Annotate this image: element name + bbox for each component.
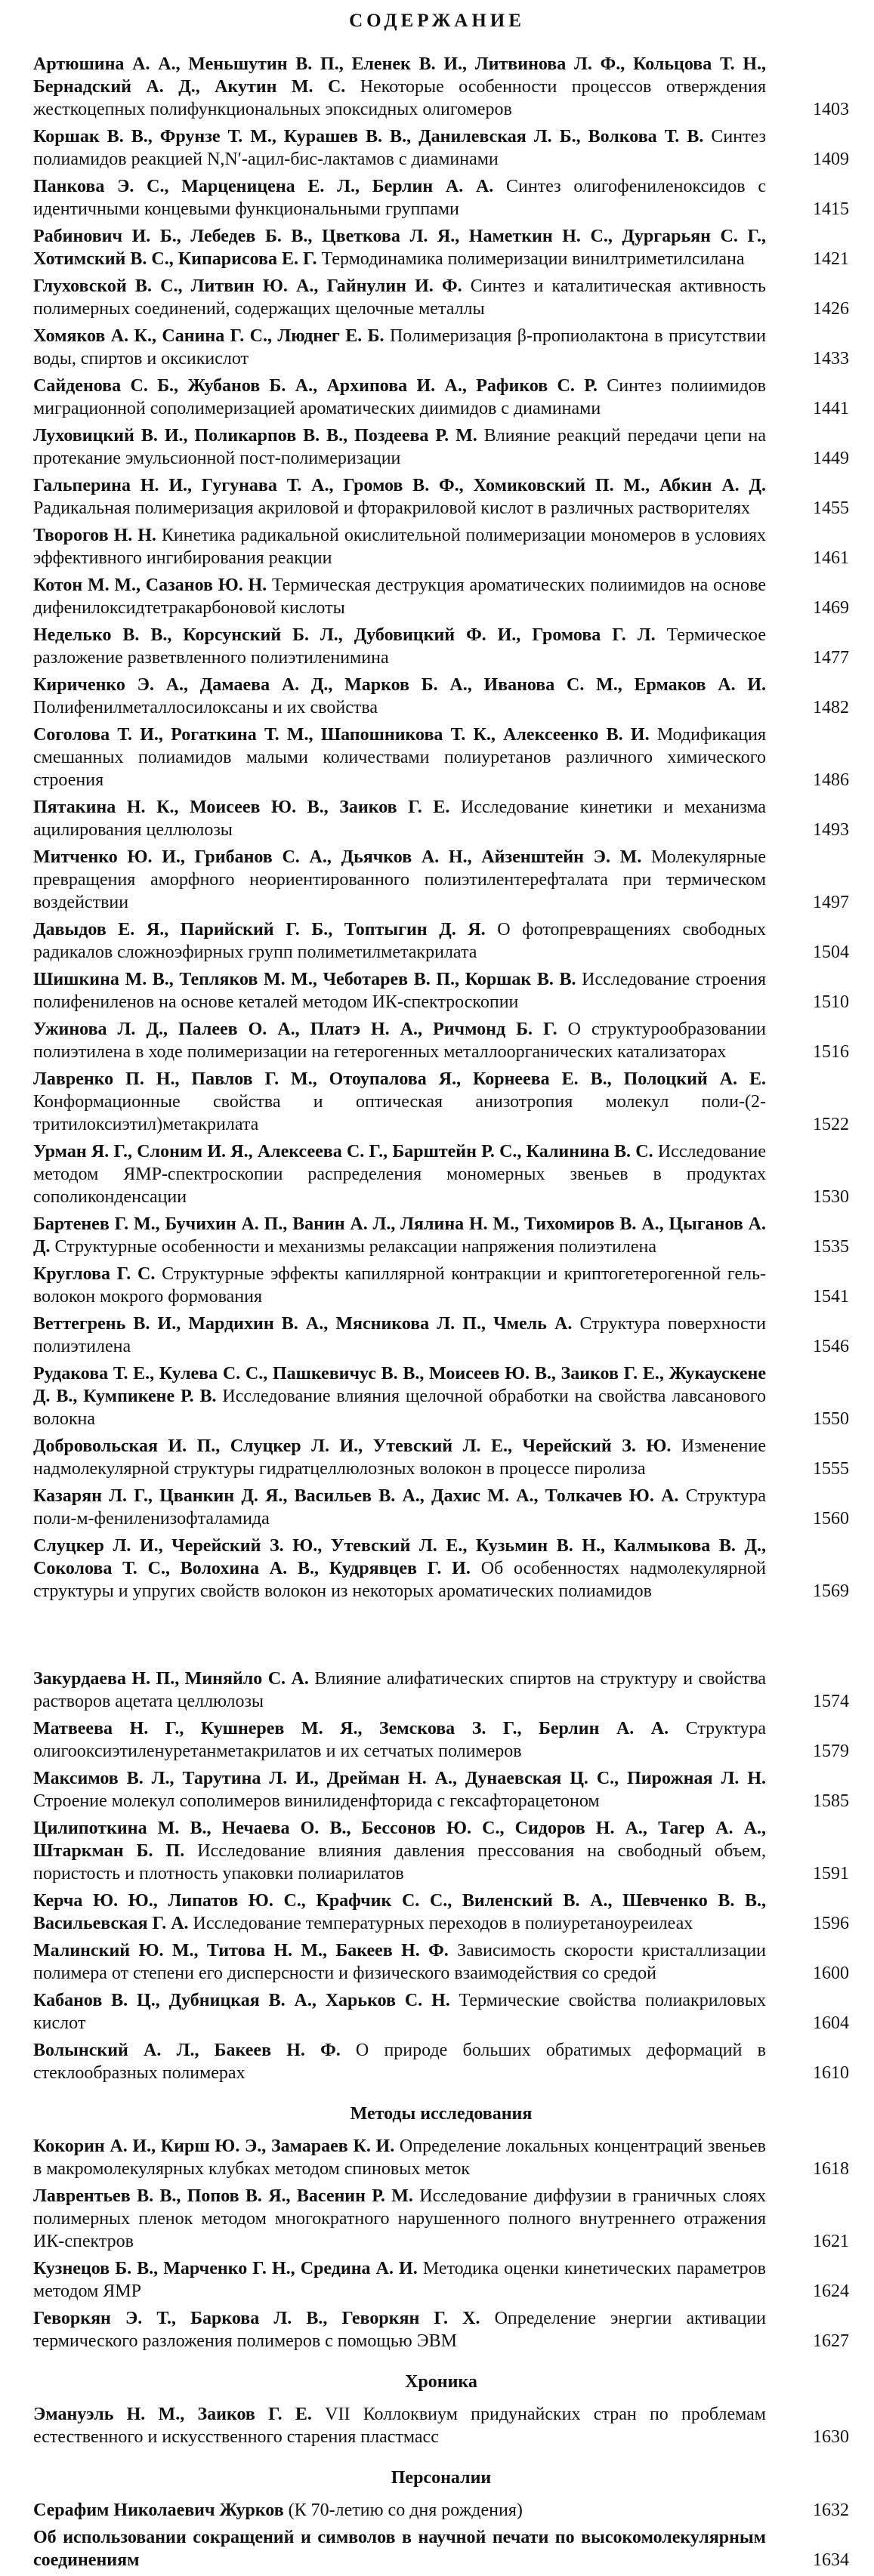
column-gap	[33, 1607, 849, 1667]
toc-entry-page: 1486	[813, 770, 849, 790]
toc-entry	[33, 2135, 849, 2180]
toc-entry-page: 1522	[813, 1115, 849, 1134]
toc-entry-title: О структурообразовании полиэтилена в ходе полимеризации на гетерогенных металлоорганических катализаторах	[33, 1020, 767, 1062]
toc-entry	[33, 624, 849, 669]
toc-entry-text	[33, 1667, 849, 1713]
toc-entry-title: Исследование влияния давления прессования на свободный объем, пористость и плотность упаковки полиарилатов	[33, 1841, 766, 1883]
toc-entry-page: 1579	[813, 1741, 849, 1761]
toc-entry-title: Структура поли-м-фениленизофталамида	[33, 1486, 767, 1529]
main-articles-list	[33, 53, 849, 1603]
toc-entry-page: 1591	[813, 1864, 849, 1883]
toc-entry-text	[33, 524, 849, 569]
toc-entry-text	[33, 1717, 849, 1763]
toc-entry-authors: Казарян Л. Г., Цванкин Д. Я., Васильев В. А., Дахис М. А., Толкачев Ю. А.	[33, 1486, 679, 1506]
toc-entry-authors: Гальперина Н. И., Гугунава Т. А., Громов В. Ф., Хомиковский П. М., Абкин А. Д.	[33, 476, 766, 495]
toc-entry	[33, 1485, 849, 1530]
toc-entry-text	[33, 1018, 849, 1063]
toc-entry-page: 1504	[813, 942, 849, 962]
toc-entry-text	[33, 723, 849, 791]
toc-entry-authors: Бартенев Г. М., Бучихин А. П., Ванин А. Л., Лялина Н. М., Тихомиров В. А., Цыганов А. Д.	[33, 1214, 766, 1257]
toc-entry-authors: Хомяков А. К., Санина Г. С., Люднег Е. Б.	[33, 326, 384, 346]
toc-entry-authors: Рабинович И. Б., Лебедев Б. В., Цветкова Л. Я., Наметкин Н. С., Дургарьян С. Г., Хотимский В. С., Кипарисова Е. Г.	[33, 227, 766, 269]
toc-entry-text	[33, 624, 849, 669]
toc-entry-page: 1634	[813, 2550, 849, 2570]
toc-entry	[33, 275, 849, 320]
toc-entry-authors: Добровольская И. П., Слуцкер Л. И., Утевский Л. Е., Черейский З. Ю.	[33, 1436, 672, 1456]
toc-entry-title: Структурные эффекты капиллярной контракции и криптогетерогенной гель-волокон мокрого формования	[33, 1264, 767, 1307]
toc-entry-text	[33, 325, 849, 370]
toc-entry-page: 1574	[813, 1692, 849, 1711]
toc-entry-title: Модификация смешанных полиамидов малыми количествами полиуретанов различного химического строения	[33, 725, 767, 790]
toc-entry-title: Синтез полиамидов реакцией N,N′-ацил-бис-лактамов с диаминами	[33, 127, 767, 169]
toc-entry-page: 1541	[813, 1287, 849, 1307]
toc-entry-text	[33, 125, 849, 171]
toc-entry	[33, 918, 849, 964]
toc-entry-authors: Серафим Николаевич Журков	[33, 2500, 284, 2520]
toc-entry-page: 1569	[813, 1581, 849, 1601]
toc-entry	[33, 524, 849, 569]
toc-entry-page: 1415	[813, 199, 849, 219]
toc-entry-authors: Кузнецов Б. В., Марченко Г. Н., Средина А. И.	[33, 2259, 418, 2278]
toc-entry-title: Исследование кинетики и механизма ацилирования целлюлозы	[33, 797, 767, 840]
toc-entry	[33, 474, 849, 520]
toc-entry-authors: Керча Ю. Ю., Липатов Ю. С., Крафчик С. С., Виленский В. А., Шевченко В. В., Васильевская Г. А.	[33, 1891, 766, 1933]
toc-entry	[33, 2499, 849, 2522]
toc-entry-title: Синтез и каталитическая активность полимерных соединений, содержащих щелочные металлы	[33, 276, 766, 319]
toc-entry	[33, 424, 849, 470]
toc-entry	[33, 175, 849, 221]
toc-entry-title: Исследование строения полифениленов на основе кеталей методом ИК-спектроскопии	[33, 970, 766, 1012]
toc-entry-page: 1482	[813, 698, 849, 717]
toc-entry-text	[33, 1767, 849, 1812]
toc-entry-title: Термическая деструкция ароматических полиимидов на основе дифенилоксидтетракарбоновой кислоты	[33, 575, 767, 618]
toc-entry-authors: Кабанов В. Ц., Дубницкая В. А., Харьков С. Н.	[33, 1991, 450, 2010]
toc-entry-authors: Коршак В. В., Фрунзе Т. М., Курашев В. В., Данилевская Л. Б., Волкова Т. В.	[33, 127, 704, 147]
toc-entry-authors: Шишкина М. В., Тепляков М. М., Чеботарев В. П., Коршак В. В.	[33, 970, 576, 989]
toc-entry-page: 1624	[813, 2281, 849, 2301]
toc-entry-authors: Митченко Ю. И., Грибанов С. А., Дьячков А. Н., Айзенштейн Э. М.	[33, 847, 642, 867]
toc-entry-page: 1610	[813, 2063, 849, 2083]
toc-entry-title: Структура поверхности полиэтилена	[33, 1314, 767, 1356]
toc-entry-authors: Урман Я. Г., Слоним И. Я., Алексеева С. Г., Барштейн Р. С., Калинина В. С.	[33, 1142, 653, 1162]
toc-entry	[33, 1989, 849, 2035]
toc-entry-text	[33, 2039, 849, 2084]
section-title-chronicle: Хроника	[405, 2372, 477, 2392]
toc-entry-text	[33, 846, 849, 914]
toc-entry-authors: Кириченко Э. А., Дамаева А. Д., Марков Б. А., Иванова С. М., Ермаков А. И.	[33, 675, 766, 695]
toc-entry-authors: Давыдов Е. Я., Парийский Г. Б., Топтыгин Д. Я.	[33, 920, 486, 939]
toc-entry-title: Структурные особенности и механизмы релаксации напряжения полиэтилена	[54, 1237, 657, 1257]
toc-entry-text	[33, 375, 849, 420]
section-title-personalia: Персоналии	[391, 2468, 492, 2488]
toc-entry-text	[33, 53, 849, 121]
toc-entry	[33, 1767, 849, 1812]
toc-entry-text	[33, 1485, 849, 1530]
toc-entry-authors: Закурдаева Н. П., Миняйло С. А.	[33, 1669, 309, 1689]
toc-entry-title: Молекулярные превращения аморфного неориентированного полиэтилентерефталата при термическом воздействии	[33, 847, 766, 912]
toc-entry-authors: Волынский А. Л., Бакеев Н. Ф.	[33, 2041, 341, 2060]
toc-entry-authors: Об использовании сокращений и символов в научной печати по высокомолекулярным соединениям	[33, 2528, 766, 2570]
toc-entry	[33, 1717, 849, 1763]
toc-entry-text	[33, 424, 849, 470]
toc-entry-page: 1530	[813, 1187, 849, 1207]
toc-entry-text	[33, 175, 849, 221]
toc-entry-text	[33, 1068, 849, 1136]
toc-entry-page: 1403	[813, 100, 849, 119]
toc-entry-title: Исследование диффузии в граничных слоях полимерных пленок методом многократного нарушенного полного внутреннего отражения ИК-спектров	[33, 2186, 767, 2251]
toc-entry-page: 1585	[813, 1791, 849, 1811]
toc-entry-authors: Матвеева Н. Г., Кушнерев М. Я., Земскова З. Г., Берлин А. А.	[33, 1719, 669, 1738]
toc-entry-title: Полимеризация β-пропиолактона в присутствии воды, спиртов и оксикислот	[33, 326, 766, 369]
toc-entry	[33, 846, 849, 914]
toc-entry-text	[33, 1362, 849, 1430]
toc-entry	[33, 1817, 849, 1885]
toc-entry-authors: Неделько В. В., Корсунский Б. Л., Дубовицкий Ф. И., Громова Г. Л.	[33, 625, 656, 645]
toc-entry-text	[33, 2257, 849, 2303]
toc-entry	[33, 1535, 849, 1603]
more-articles-list	[33, 1667, 849, 2084]
toc-entry-page: 1555	[813, 1459, 849, 1479]
toc-entry-title: Строение молекул сополимеров винилиденфторида с гексафторацетоном	[33, 1791, 600, 1811]
toc-entry-title: Радикальная полимеризация акриловой и фторакриловой кислот в различных растворителях	[33, 498, 751, 518]
toc-entry	[33, 1362, 849, 1430]
toc-entry-page: 1469	[813, 598, 849, 618]
toc-entry-authors: Максимов В. Л., Тарутина Л. И., Дрейман Н. А., Дунаевская Ц. С., Пирожная Л. Н.	[33, 1769, 766, 1788]
toc-entry-authors: Круглова Г. С.	[33, 1264, 156, 1284]
toc-entry-title: Зависимость скорости кристаллизации полимера от степени его дисперсности и физического взаимодействия со средой	[33, 1941, 767, 1983]
toc-entry-text	[33, 968, 849, 1013]
toc-entry-title: Влияние алифатических спиртов на структуру и свойства растворов ацетата целлюлозы	[33, 1669, 767, 1711]
toc-entry-page: 1516	[813, 1042, 849, 1062]
toc-entry	[33, 2257, 849, 2303]
toc-entry	[33, 1018, 849, 1063]
toc-entry-authors: Ужинова Л. Д., Палеев О. А., Платэ Н. А., Ричмонд Б. Г.	[33, 1020, 557, 1039]
toc-entry-text	[33, 2499, 849, 2522]
toc-entry-text	[33, 574, 849, 619]
toc-entry	[33, 1263, 849, 1308]
toc-entry-text	[33, 1213, 849, 1258]
toc-entry	[33, 2403, 849, 2448]
toc-entry	[33, 1939, 849, 1985]
toc-entry-title: VII Коллоквиум придунайских стран по проблемам естественного и искусственного старения пластмасс	[33, 2405, 766, 2447]
toc-entry-page: 1618	[813, 2159, 849, 2179]
toc-entry-authors: Артюшина А. А., Меньшутин В. П., Еленек В. И., Литвинова Л. Ф., Кольцова Т. Н., Бернадский А. Д., Акутин М. С.	[33, 54, 766, 97]
toc-entry-page: 1493	[813, 820, 849, 840]
toc-entry-authors: Сайденова С. Б., Жубанов Б. А., Архипова И. А., Рафиков С. Р.	[33, 376, 598, 396]
toc-entry-page: 1560	[813, 1509, 849, 1529]
toc-entry-title: Изменение надмолекулярной структуры гидратцеллюлозных волокон в процессе пиролиза	[33, 1436, 767, 1479]
toc-entry-text	[33, 1989, 849, 2035]
toc-entry-page: 1461	[813, 548, 849, 568]
toc-entry-text	[33, 918, 849, 964]
toc-entry-text	[33, 1313, 849, 1358]
personalia-articles-list	[33, 2499, 849, 2571]
toc-entry-text	[33, 1890, 849, 1935]
toc-entry-authors: Лавренко П. Н., Павлов Г. М., Отоупалова Я., Корнеева Е. В., Полоцкий А. Е.	[33, 1069, 766, 1089]
toc-entry	[33, 2526, 849, 2571]
toc-entry-authors: Кокорин А. И., Кирш Ю. Э., Замараев К. И.	[33, 2136, 395, 2156]
page-title: СОДЕРЖАНИЕ	[349, 11, 525, 31]
toc-entry-page: 1426	[813, 299, 849, 319]
toc-entry-page: 1596	[813, 1914, 849, 1933]
toc-entry	[33, 1890, 849, 1935]
chronicle-articles-list	[33, 2403, 849, 2448]
toc-entry-title: Некоторые особенности процессов отверждения жесткоцепных полифункциональных эпоксидных олигомеров	[33, 77, 766, 119]
toc-entry-page: 1627	[813, 2331, 849, 2351]
toc-entry-text	[33, 796, 849, 841]
toc-entry-authors: Глуховской В. С., Литвин Ю. А., Гайнулин И. Ф.	[33, 276, 462, 296]
toc-entry-authors: Цилипоткина М. В., Нечаева О. В., Бессонов Ю. С., Сидоров Н. А., Тагер А. А., Штаркман Б. П.	[33, 1819, 766, 1861]
toc-entry-page: 1441	[813, 399, 849, 418]
toc-entry-text	[33, 1817, 849, 1885]
toc-entry-title: (К 70-летию со дня рождения)	[288, 2500, 523, 2520]
toc-entry-page: 1550	[813, 1409, 849, 1429]
toc-entry	[33, 2185, 849, 2253]
toc-entry-authors: Творогов Н. Н.	[33, 526, 156, 545]
toc-entry	[33, 574, 849, 619]
toc-entry-title: Исследование влияния щелочной обработки на свойства лавсанового волокна	[33, 1387, 766, 1429]
toc-entry-authors: Пятакина Н. К., Моисеев Ю. В., Заиков Г. Е.	[33, 797, 450, 817]
toc-entry-title: Исследование методом ЯМР-спектроскопии распределения мономерных звеньев в продуктах сополиконденсации	[33, 1142, 766, 1207]
toc-entry	[33, 125, 849, 171]
toc-entry-text	[33, 674, 849, 719]
toc-entry-title: Определение энергии активации термического разложения полимеров с помощью ЭВМ	[33, 2309, 767, 2351]
toc-entry	[33, 723, 849, 791]
toc-entry-authors: Панкова Э. С., Марценицена Е. Л., Берлин А. А.	[33, 177, 494, 196]
toc-entry-text	[33, 2526, 849, 2571]
toc-entry	[33, 968, 849, 1013]
toc-entry-text	[33, 1939, 849, 1985]
toc-entry	[33, 375, 849, 420]
toc-entry	[33, 1140, 849, 1208]
toc-entry-page: 1409	[813, 150, 849, 169]
toc-entry-title: Определение локальных концентраций звеньев в макромолекулярных клубках методом спиновых меток	[33, 2136, 767, 2179]
toc-entry-authors: Соголова Т. И., Рогаткина Т. М., Шапошникова Т. К., Алексеенко В. И.	[33, 725, 650, 745]
toc-entry-authors: Малинский Ю. М., Титова Н. М., Бакеев Н. Ф.	[33, 1941, 449, 1961]
toc-entry	[33, 325, 849, 370]
toc-entry-title: Кинетика радикальной окислительной полимеризации мономеров в условиях эффективного ингибирования реакции	[33, 526, 766, 568]
toc-entry-title: Исследование температурных переходов в полиуретаноуреилеах	[193, 1914, 693, 1933]
toc-entry-authors: Рудакова Т. Е., Кулева С. С., Пашкевичус В. В., Моисеев Ю. В., Заиков Г. Е., Жукаускене Д. В., Кумпикене Р. В.	[33, 1364, 766, 1406]
toc-entry	[33, 1667, 849, 1713]
toc-entry-title: О природе больших обратимых деформаций в стеклообразных полимерах	[33, 2041, 767, 2083]
toc-entry-page: 1433	[813, 349, 849, 369]
toc-entry-text	[33, 2403, 849, 2448]
toc-entry-authors: Слуцкер Л. И., Черейский З. Ю., Утевский Л. Е., Кузьмин В. Н., Калмыкова В. Д., Соколова Т. С., Волохина А. В., Кудрявцев Г. И.	[33, 1536, 766, 1578]
toc-entry-authors: Лаврентьев В. В., Попов В. Я., Васенин Р. М.	[33, 2186, 413, 2206]
toc-entry	[33, 1435, 849, 1480]
toc-entry-title: Термодинамика полимеризации винилтриметилсилана	[321, 249, 745, 269]
toc-entry-text	[33, 225, 849, 270]
toc-entry	[33, 674, 849, 719]
toc-entry-title: Структура олигооксиэтиленуретанметакрилатов и их сетчатых полимеров	[33, 1719, 767, 1761]
toc-entry-page: 1546	[813, 1337, 849, 1356]
toc-entry	[33, 225, 849, 270]
toc-entry-title: Синтез полиимидов миграционной сополимеризацией ароматических диимидов с диаминами	[33, 376, 767, 418]
toc-entry-text	[33, 2185, 849, 2253]
toc-entry-title: О фотопревращениях свободных радикалов сложноэфирных групп полиметилметакрилата	[33, 920, 766, 962]
toc-entry-authors: Котон М. М., Сазанов Ю. Н.	[33, 575, 267, 595]
toc-entry-title: Синтез олигофениленоксидов с идентичными концевыми функциональными группами	[33, 177, 767, 219]
toc-entry	[33, 2307, 849, 2352]
section-title-methods: Методы исследования	[350, 2104, 533, 2124]
toc-entry-page: 1604	[813, 2013, 849, 2033]
toc-entry	[33, 1313, 849, 1358]
toc-entry-text	[33, 2307, 849, 2352]
toc-entry-page: 1477	[813, 648, 849, 668]
toc-entry-page: 1632	[813, 2500, 849, 2520]
toc-entry-text	[33, 1140, 849, 1208]
toc-entry-page: 1630	[813, 2427, 849, 2447]
toc-entry-page: 1455	[813, 498, 849, 518]
toc-entry	[33, 1068, 849, 1136]
toc-entry-title: Конформационные свойства и оптическая анизотропия молекул поли-(2-тритилоксиэтил)метакрилата	[33, 1092, 766, 1134]
toc-entry-authors: Веттегрень В. И., Мардихин В. А., Мясникова Л. П., Чмель А.	[33, 1314, 573, 1334]
toc-entry-title: Полифенилметаллосилоксаны и их свойства	[33, 698, 378, 717]
toc-entry-title: Термическое разложение разветвленного полиэтиленимина	[33, 625, 766, 668]
toc-entry	[33, 53, 849, 121]
toc-entry	[33, 1213, 849, 1258]
toc-entry-title: Термические свойства полиакриловых кислот	[33, 1991, 767, 2033]
toc-entry-authors: Эмануэль Н. М., Заиков Г. Е.	[33, 2405, 312, 2424]
toc-entry-authors: Луховицкий В. И., Поликарпов В. В., Поздеева Р. М.	[33, 426, 477, 446]
toc-entry-text	[33, 1535, 849, 1603]
toc-entry-text	[33, 1435, 849, 1480]
toc-entry-text	[33, 474, 849, 520]
toc-entry-page: 1510	[813, 992, 849, 1012]
toc-entry-title: Методика оценки кинетических параметров методом ЯМР	[33, 2259, 767, 2301]
toc-entry-page: 1621	[813, 2232, 849, 2251]
toc-entry-page: 1535	[813, 1237, 849, 1257]
toc-entry-page: 1421	[813, 249, 849, 269]
toc-entry-authors: Геворкян Э. Т., Баркова Л. В., Геворкян Г. Х.	[33, 2309, 480, 2328]
toc-entry	[33, 796, 849, 841]
toc-entry-text	[33, 275, 849, 320]
contents-list	[33, 53, 849, 2576]
toc-entry-page: 1449	[813, 449, 849, 468]
toc-entry-title: Влияние реакций передачи цепи на протекание эмульсионной пост-полимеризации	[33, 426, 767, 468]
toc-entry-page: 1497	[813, 893, 849, 912]
toc-entry-text	[33, 1263, 849, 1308]
toc-entry-page: 1600	[813, 1964, 849, 1983]
toc-entry	[33, 2039, 849, 2084]
toc-entry-text	[33, 2135, 849, 2180]
toc-entry-title: Об особенностях надмолекулярной структуры и упругих свойств волокон из некоторых ароматических полиамидов	[33, 1559, 767, 1601]
